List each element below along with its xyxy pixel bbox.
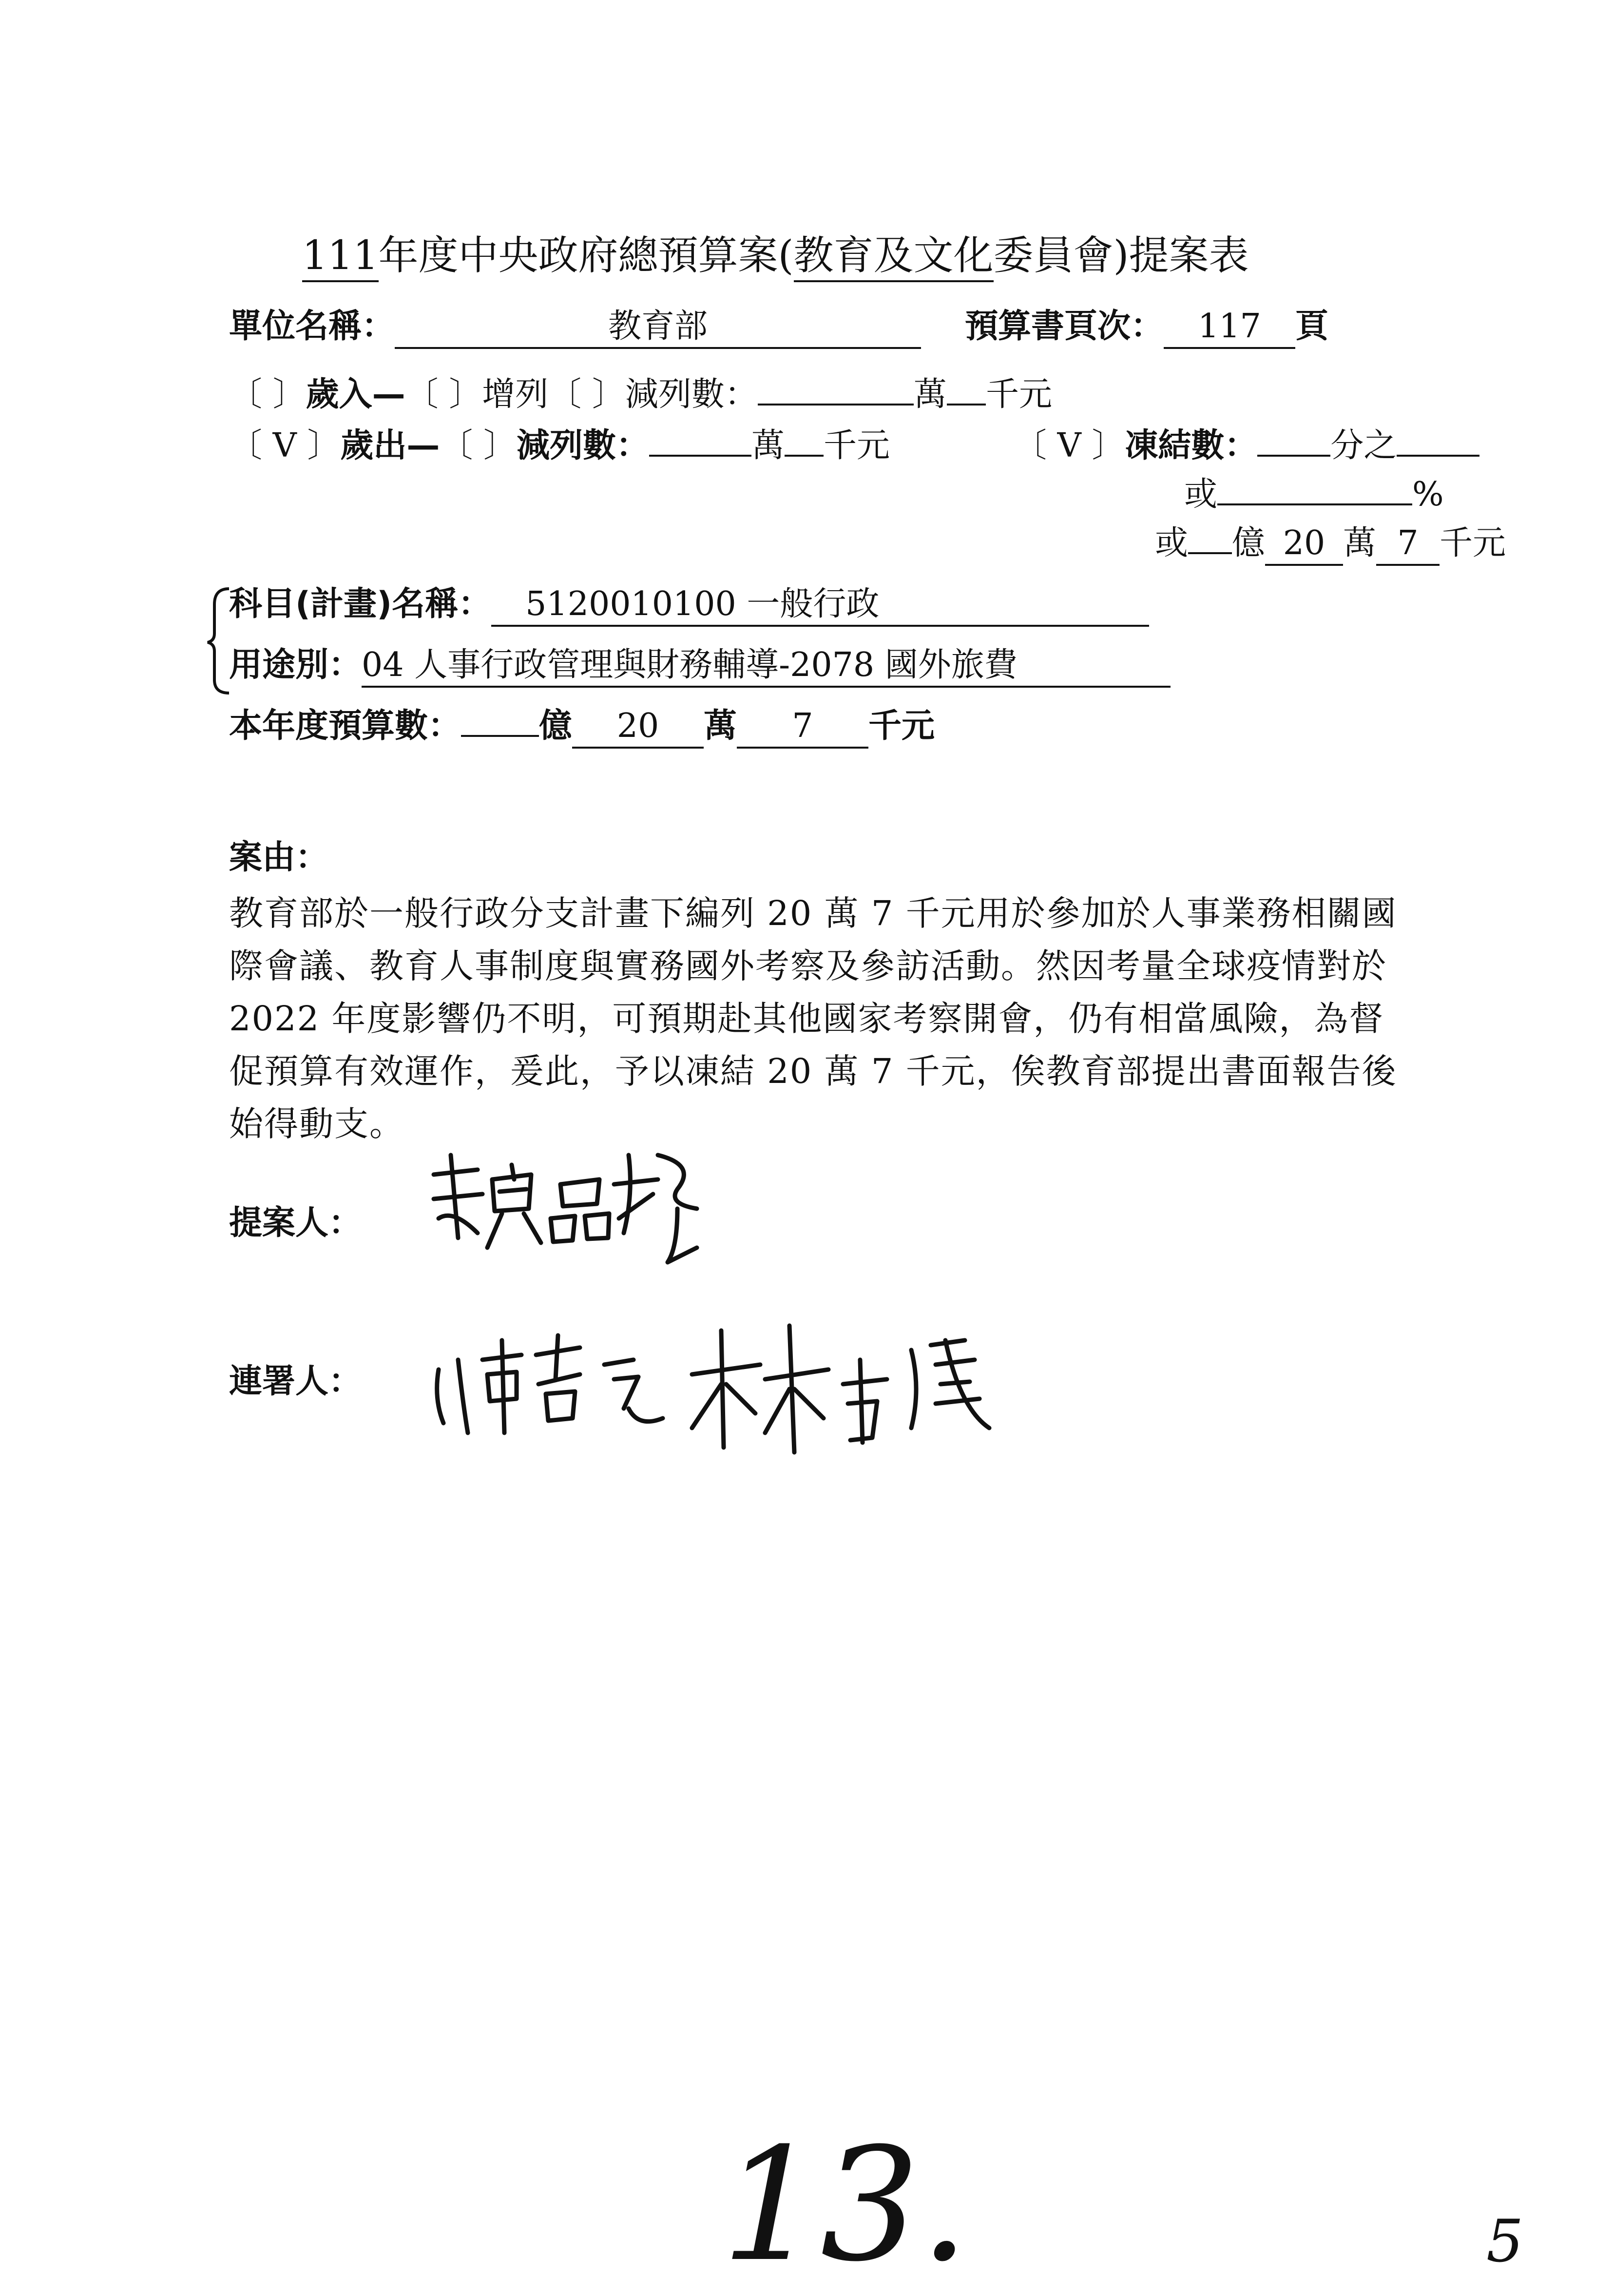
budget-yi: 億 [539, 707, 573, 745]
budget-wan: 萬 [704, 707, 737, 745]
title-committee: 教育及文化 [794, 232, 994, 282]
subject-value: 5120010100 一般行政 [491, 584, 1149, 627]
expense-reduce-checkbox: 〔 〕 [440, 426, 517, 465]
or-blank-yi [1188, 552, 1232, 554]
revenue-blank-qian [947, 404, 986, 405]
reason-body: 教育部於一般行政分支計畫下編列 20 萬 7 千元用於參加於人事業務相關國際會議、教育人事制度與實務國外考察及參訪活動。然因考量全球疫情對於 2022 年度影響仍不明，可預期赴其他國家考察開會，仍有相當風險，為督促預算有效運作，爰此，予以凍結 20 萬 7 千元，俟教育部提出書面報告後始得動支。 [229, 893, 1397, 1144]
freeze-row [1014, 424, 1479, 468]
subject-row [229, 582, 1149, 627]
revenue-row [229, 373, 1052, 417]
expense-reduce-label: 減列數： [516, 426, 649, 465]
or-wan-value: 20 [1265, 523, 1343, 566]
freeze-fraction: 分之 [1330, 426, 1397, 465]
form-title [302, 229, 1249, 283]
or-qian: 千元 [1440, 524, 1506, 562]
expense-qian: 千元 [824, 426, 890, 465]
unit-label: 單位名稱： [229, 307, 395, 346]
cosigner-signatures [419, 1301, 1062, 1477]
or-label-1: 或 [1184, 475, 1218, 514]
title-year: 111 [302, 232, 379, 282]
expense-blank-qian [785, 455, 824, 457]
revenue-wan: 萬 [913, 375, 947, 414]
budget-blank-yi [461, 735, 539, 737]
revenue-qian: 千元 [985, 375, 1052, 414]
revenue-add-checkbox: 〔 〕 [405, 375, 482, 414]
proposer-label: 提案人： [229, 1204, 362, 1242]
expense-checkbox: 〔 V 〕 [229, 426, 341, 465]
expense-wan: 萬 [751, 426, 785, 465]
budget-qian-value: 7 [737, 706, 868, 749]
freeze-blank-denominator [1257, 455, 1330, 457]
revenue-label: 歲入— [306, 375, 405, 414]
freeze-label: 凍結數： [1125, 426, 1258, 465]
proposer-signature [404, 1136, 726, 1311]
expense-blank-wan [649, 455, 751, 457]
usage-label: 用途別： [229, 646, 362, 684]
page-unit: 頁 [1295, 307, 1329, 346]
unit-row [229, 305, 1328, 349]
usage-value: 04 人事行政管理與財務輔導-2078 國外旅費 [362, 645, 1171, 688]
expense-label: 歲出— [340, 426, 440, 465]
title-text: 年度中央政府總預算案( [378, 232, 794, 279]
usage-row [229, 643, 1171, 688]
corner-mark: 5 [1486, 2208, 1524, 2276]
or-yi: 億 [1232, 524, 1266, 562]
or-percent-row [1184, 473, 1444, 517]
or-amount-row [1155, 521, 1506, 566]
page-value: 117 [1164, 306, 1295, 349]
page-label: 預算書頁次： [965, 307, 1164, 346]
unit-value: 教育部 [395, 306, 921, 349]
subject-label: 科目(計畫)名稱： [229, 585, 492, 623]
title-text2: 委員會)提案表 [993, 232, 1249, 279]
budget-label: 本年度預算數： [229, 707, 461, 745]
revenue-checkbox: 〔 〕 [229, 375, 306, 414]
expense-row [229, 424, 890, 468]
revenue-reduce-label: 減列數： [625, 375, 758, 414]
budget-row [229, 704, 935, 749]
freeze-checkbox: 〔 V 〕 [1014, 426, 1125, 465]
budget-qian: 千元 [868, 707, 935, 745]
percent-blank [1217, 503, 1412, 505]
handwritten-page-number: 13. [721, 2115, 969, 2296]
or-wan: 萬 [1343, 524, 1377, 562]
or-qian-value: 7 [1376, 523, 1440, 566]
cosigner-label: 連署人： [229, 1362, 362, 1401]
reason-heading: 案由： [229, 838, 329, 877]
budget-wan-value: 20 [572, 706, 704, 749]
or-label-2: 或 [1155, 524, 1189, 562]
freeze-blank-numerator [1397, 455, 1479, 457]
percent-sign: % [1412, 475, 1444, 514]
revenue-add-label: 增列 [482, 375, 549, 414]
revenue-blank-amount [758, 404, 914, 405]
revenue-reduce-checkbox: 〔 〕 [548, 375, 625, 414]
